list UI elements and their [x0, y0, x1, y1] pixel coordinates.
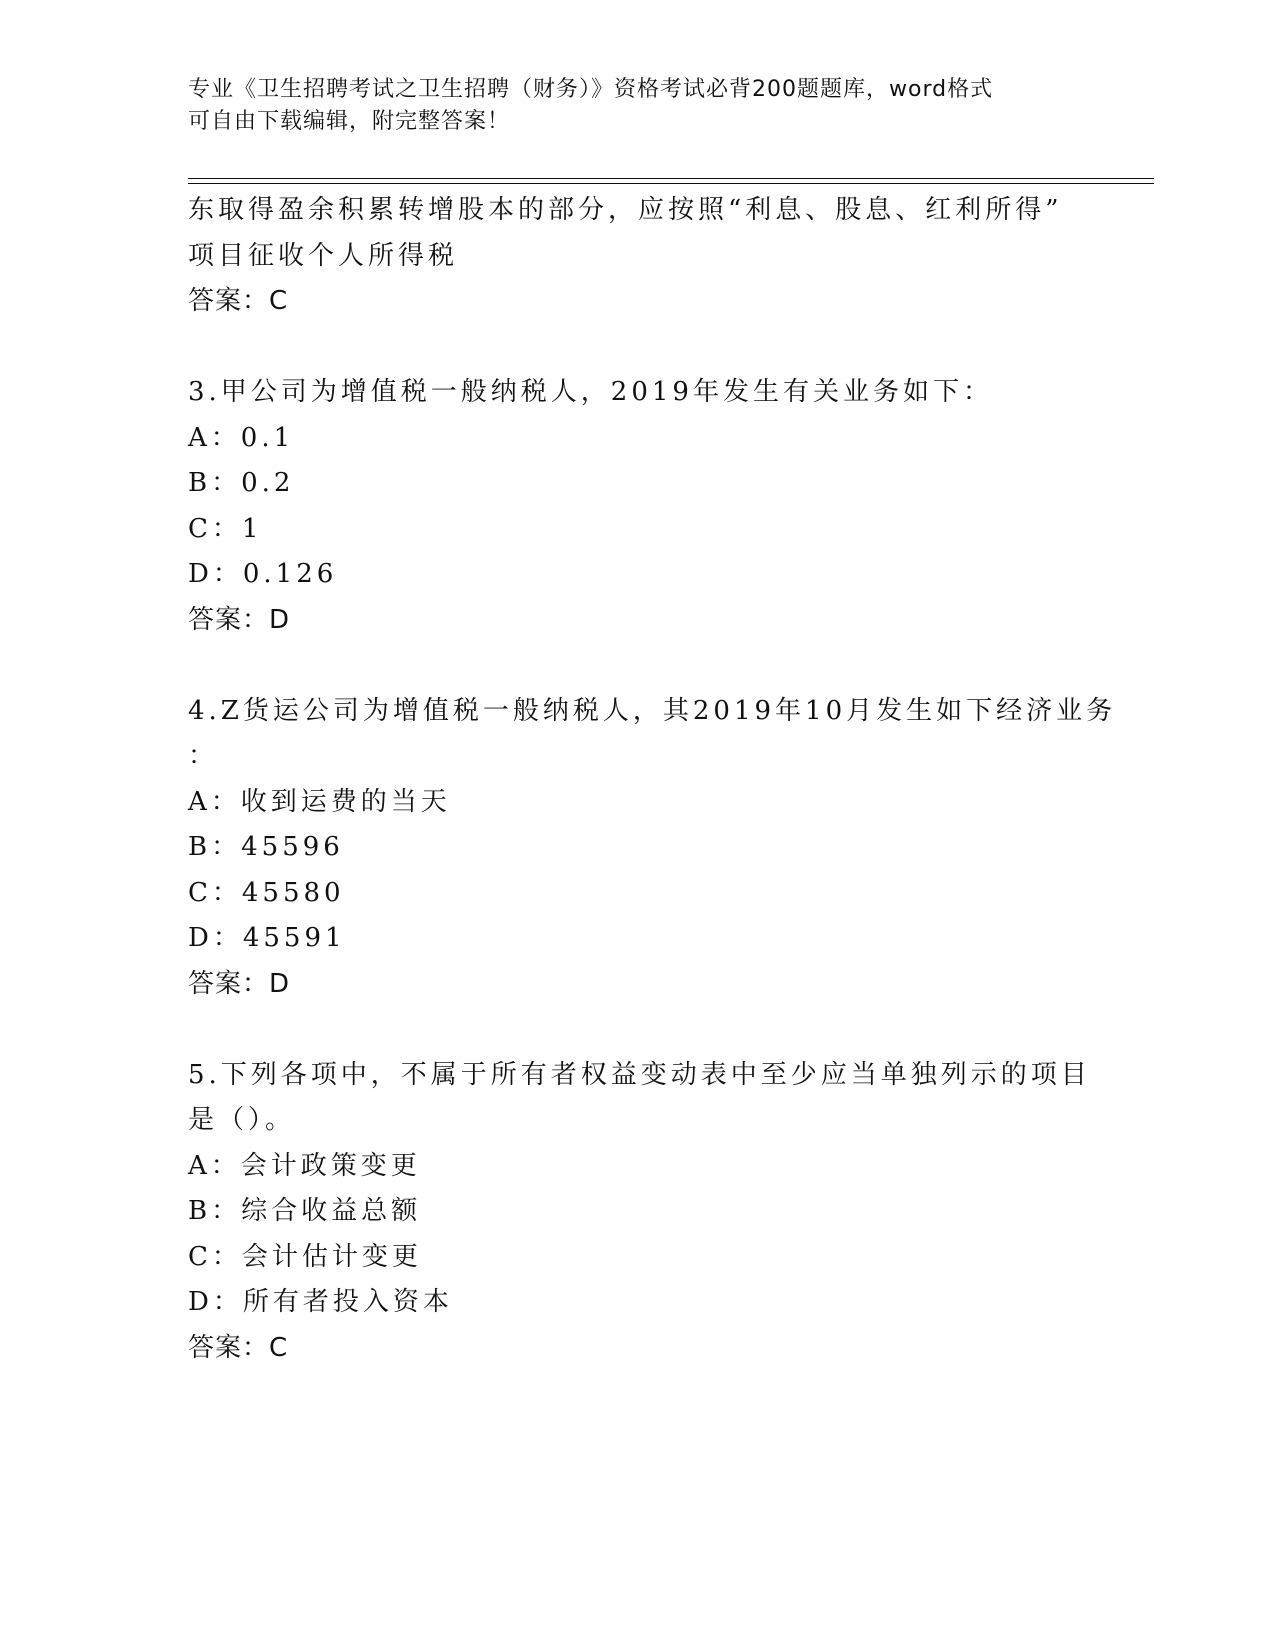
option-c: C：1 — [188, 513, 263, 544]
option-b: B：综合收益总额 — [188, 1196, 422, 1226]
continuation-line-1: 东取得盈余积累转增股本的部分，应按照“利息、股息、红利所得” — [188, 195, 1063, 225]
question-stem-continued: ： — [188, 741, 219, 771]
spacer — [188, 643, 1088, 689]
question-5 — [188, 1053, 1091, 1372]
question-stem: 4.Z货运公司为增值税一般纳税人，其2019年10月发生如下经济业务 — [188, 695, 1117, 726]
question-stem: 5.下列各项中，不属于所有者权益变动表中至少应当单独列示的项目 — [188, 1059, 1091, 1090]
question-continuation — [188, 188, 1088, 325]
question-3 — [188, 370, 1088, 643]
spacer — [188, 325, 1088, 371]
spacer — [188, 1007, 1088, 1053]
option-a: A：收到运费的当天 — [188, 786, 451, 817]
option-b: B：0.2 — [188, 468, 295, 498]
option-a: A：0.1 — [188, 422, 295, 453]
option-d: D：0.126 — [188, 559, 338, 589]
answer-label: 答案：C — [188, 286, 289, 316]
option-c: C：45580 — [188, 877, 345, 908]
header-line-2: 可自由下载编辑，附完整答案！ — [188, 109, 511, 134]
option-b: B：45596 — [188, 832, 344, 862]
option-d: D：所有者投入资本 — [188, 1287, 453, 1317]
header-divider-bottom — [188, 183, 1154, 184]
header-divider-top — [188, 178, 1154, 179]
question-stem-continued: 是（）。 — [188, 1105, 296, 1135]
document-body — [188, 188, 1117, 1371]
answer-label: 答案：D — [188, 968, 291, 999]
header-line-1: 专业《卫生招聘考试之卫生招聘（财务）》资格考试必背200题题库，word格式 — [188, 77, 994, 102]
answer-label: 答案：C — [188, 1332, 289, 1363]
question-4 — [188, 689, 1117, 1008]
document-header — [188, 74, 1088, 138]
question-stem: 3.甲公司为增值税一般纳税人，2019年发生有关业务如下： — [188, 377, 993, 407]
option-a: A：会计政策变更 — [188, 1150, 421, 1181]
answer-label: 答案：D — [188, 604, 291, 635]
option-d: D：45591 — [188, 923, 346, 953]
option-c: C：会计估计变更 — [188, 1241, 422, 1272]
continuation-line-2: 项目征收个人所得税 — [188, 240, 459, 271]
